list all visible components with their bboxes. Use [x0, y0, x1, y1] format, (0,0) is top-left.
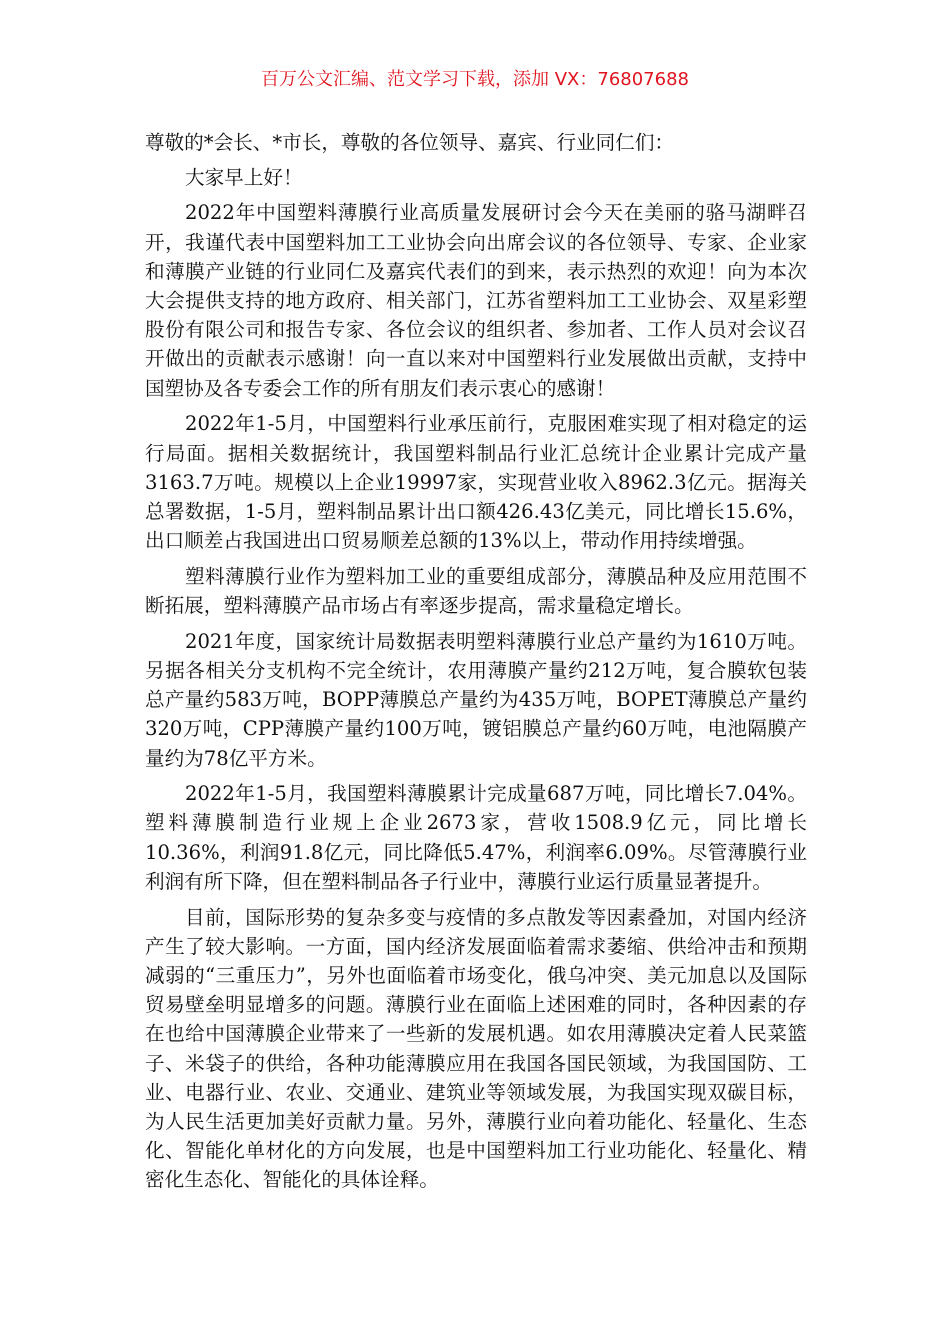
document-body	[145, 128, 807, 1201]
greeting: 大家早上好！	[185, 166, 303, 190]
paragraph-outlook: 目前，国际形势的复杂多变与疫情的多点散发等因素叠加，对国内经济产生了较大影响。一方面，国内经济发展面临着需求萎缩、供给冲击和预期减弱的“三重压力”，另外也面临着市场变化，俄乌冲突、美元加息以及国际贸易壁垒明显增多的问题。薄膜行业在面临上述困难的同时，各种因素的存在也给中国薄膜企业带来了一些新的发展机遇。如农用薄膜决定着人民菜篮子、米袋子的供给，各种功能薄膜应用在我国各国民领域，为我国国防、工业、电器行业、农业、交通业、建筑业等领域发展，为我国实现双碳目标，为人民生活更加美好贡献力量。另外，薄膜行业向着功能化、轻量化、生态化、智能化单材化的方向发展，也是中国塑料加工行业功能化、轻量化、精密化生态化、智能化的具体诠释。	[145, 905, 807, 1192]
paragraph-opening: 2022年中国塑料薄膜行业高质量发展研讨会今天在美丽的骆马湖畔召开，我谨代表中国塑料加工工业协会向出席会议的各位领导、专家、企业家和薄膜产业链的行业同仁及嘉宾代表们的到来，表示热烈的欢迎！向为本次大会提供支持的地方政府、相关部门，江苏省塑料加工工业协会、双星彩塑股份有限公司和报告专家、各位会议的组织者、参加者、工作人员对会议召开做出的贡献表示感谢！向一直以来对中国塑料行业发展做出贡献，支持中国塑协及各专委会工作的所有朋友们表示衷心的感谢！	[145, 201, 807, 400]
watermark-banner: 百万公文汇编、范文学习下载，添加 VX：76807688	[261, 69, 689, 90]
paragraph-industry-stats: 2022年1-5月，中国塑料行业承压前行，克服困难实现了相对稳定的运行局面。据相关数据统计，我国塑料制品行业汇总统计企业累计完成产量3163.7万吨。规模以上企业19997家，实现营业收入8962.3亿元。据海关总署数据，1-5月，塑料制品累计出口额426.43亿美元，同比增长15.6%，出口顺差占我国进出口贸易顺差总额的13%以上，带动作用持续增强。	[145, 412, 807, 553]
paragraph-2021-output: 2021年度，国家统计局数据表明塑料薄膜行业总产量约为1610万吨。另据各相关分支机构不完全统计，农用薄膜产量约212万吨，复合膜软包装总产量约583万吨，BOPP薄膜总产量约为435万吨，BOPET薄膜总产量约320万吨，CPP薄膜产量约100万吨，镀铝膜总产量约60万吨，电池隔膜产量约为78亿平方米。	[145, 629, 807, 770]
paragraph-film-overview: 塑料薄膜行业作为塑料加工业的重要组成部分，薄膜品种及应用范围不断拓展，塑料薄膜产品市场占有率逐步提高，需求量稳定增长。	[145, 564, 807, 618]
salutation: 尊敬的*会长、*市长，尊敬的各位领导、嘉宾、行业同仁们：	[145, 131, 675, 154]
paragraph-2022-film-stats: 2022年1-5月，我国塑料薄膜累计完成量687万吨，同比增长7.04%。塑料薄膜制造行业规上企业2673家，营收1508.9亿元，同比增长10.36%，利润91.8亿元，同比降低5.47%，利润率6.09%。尽管薄膜行业利润有所下降，但在塑料制品各子行业中，薄膜行业运行质量显著提升。	[145, 782, 807, 893]
